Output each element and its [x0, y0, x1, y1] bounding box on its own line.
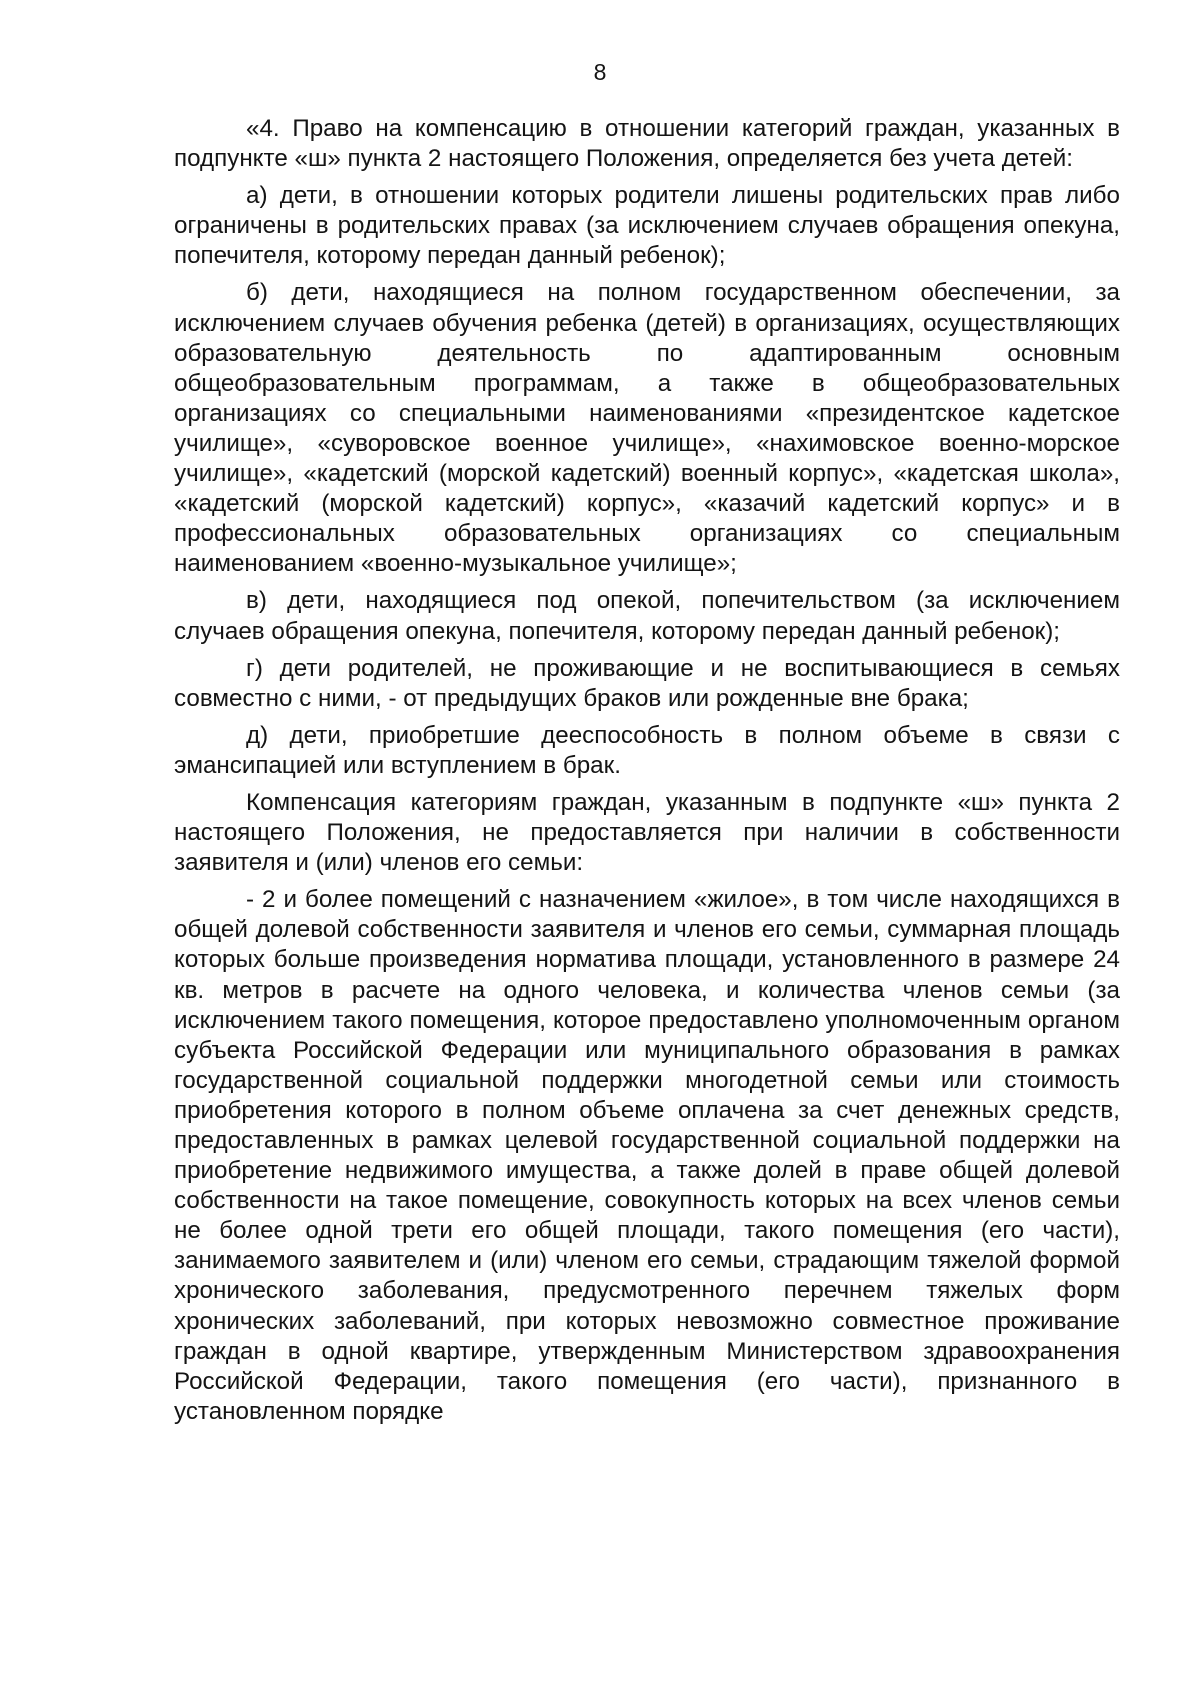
page-number: 8: [593, 59, 607, 85]
paragraph-item-g: г) дети родителей, не проживающие и не воспитывающиеся в семьях совместно с ними, - от предыдущих браков или рожденные вне брака;: [174, 654, 1120, 712]
paragraph-item-v: в) дети, находящиеся под опекой, попечительством (за исключением случаев обращения опекуна, попечителя, которому передан данный ребенок);: [174, 587, 1120, 645]
paragraph-compensation: Компенсация категориям граждан, указанным в подпункте «ш» пункта 2 настоящего Положения, не предоставляется при наличии в собственности заявителя и (или) членов его семьи:: [174, 788, 1120, 877]
paragraph-item-a: а) дети, в отношении которых родители лишены родительских прав либо ограничены в родительских правах (за исключением случаев обращения опекуна, попечителя, которому передан данный ребенок);: [174, 182, 1120, 270]
paragraph-item-d: д) дети, приобретшие дееспособность в полном объеме в связи с эмансипацией или вступлением в брак.: [174, 721, 1120, 779]
paragraph-intro: «4. Право на компенсацию в отношении категорий граждан, указанных в подпункте «ш» пункта 2 настоящего Положения, определяется без учета детей:: [174, 115, 1120, 173]
paragraph-dwellings: - 2 и более помещений с назначением «жилое», в том числе находящихся в общей долевой собственности заявителя и членов его семьи, суммарная площадь которых больше произведения норматива площади, установленного в размере 24 кв. метров в расчете на одного человека, и количества членов семьи (за исключением такого помещения, которое предоставлено уполномоченным органом субъекта Российской Федерации или муниципального образования в рамках государственной социальной поддержки многодетной семьи или стоимость приобретения которого в полном объеме оплачена за счет денежных средств, предоставленных в рамках целевой государственной социальной поддержки на приобретение недвижимого имущества, а также долей в праве общей долевой собственности на такое помещение, совокупность которых на всех членов семьи не более одной трети его общей площади, такого помещения (его части), занимаемого заявителем и (или) членом его семьи, страдающим тяжелой формой хронического заболевания, предусмотренного перечнем тяжелых форм хронических заболеваний, при которых невозможно совместное проживание граждан в одной квартире, утвержденным Министерством здравоохранения Российской Федерации, такого помещения (его части), признанного в установленном порядке: [174, 886, 1120, 1425]
paragraph-item-b: б) дети, находящиеся на полном государственном обеспечении, за исключением случаев обучения ребенка (детей) в организациях, осуществляющих образовательную деятельность по адаптированным основным общеобразовательным программам, а также в общеобразовательных организациях со специальными наименованиями «президентское кадетское училище», «суворовское военное училище», «нахимовское военно-морское училище», «кадетский (морской кадетский) военный корпус», «кадетская школа», «кадетский (морской кадетский) корпус», «казачий кадетский корпус» и в профессиональных образовательных организациях со специальным наименованием «военно-музыкальное училище»;: [174, 279, 1120, 578]
document-body: [174, 114, 1120, 1434]
